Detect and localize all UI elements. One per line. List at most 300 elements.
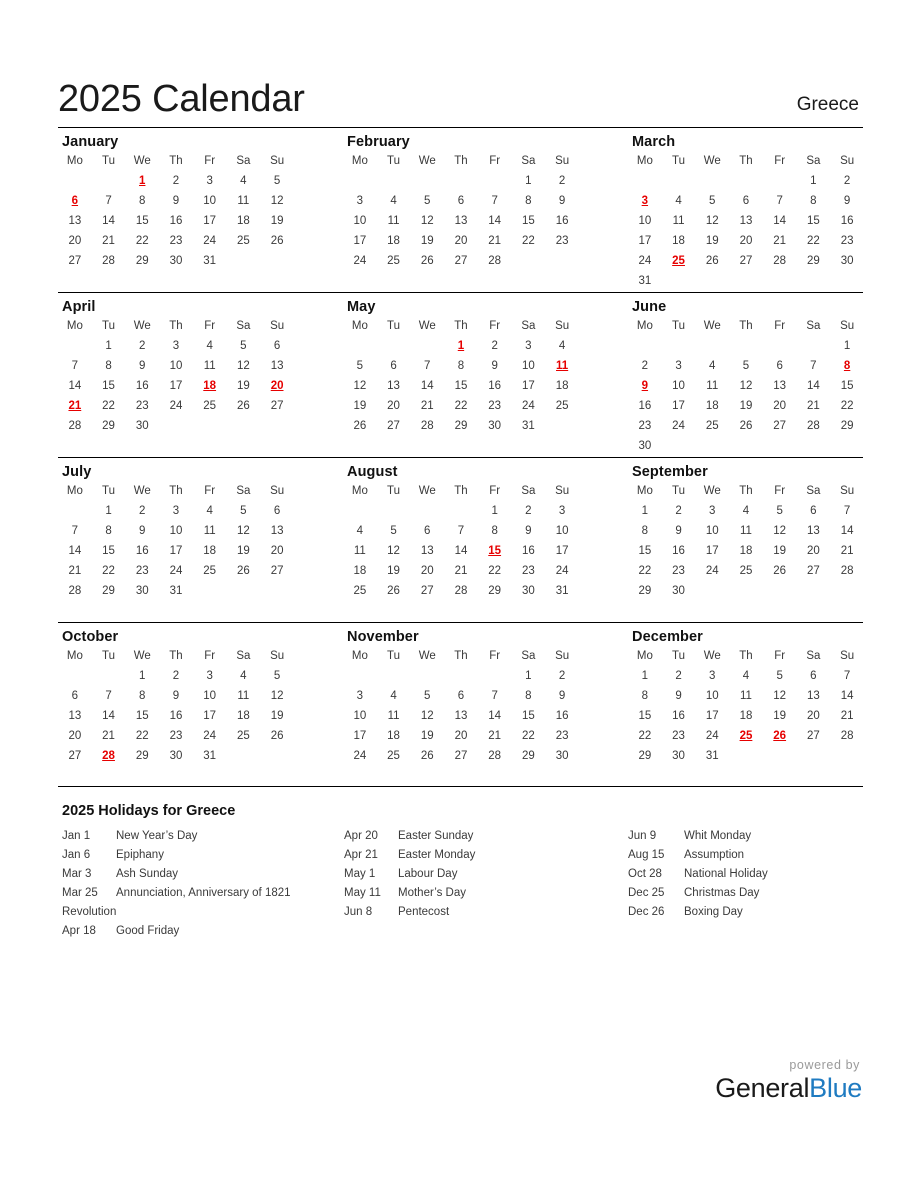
month-row	[58, 457, 863, 622]
day-cell: 9	[843, 195, 851, 207]
day-cell: 21	[420, 400, 434, 412]
day-cell: 24	[353, 750, 367, 762]
holiday-name: New Year’s Day	[116, 830, 198, 842]
weekday-header: Mo	[351, 650, 368, 662]
day-cell: 11	[203, 360, 216, 372]
day-cell-empty	[260, 746, 294, 766]
week-row	[628, 746, 864, 766]
weekday-header: Tu	[102, 320, 116, 332]
day-cell-holiday: 26	[773, 730, 787, 742]
weekday-header: Sa	[236, 320, 251, 332]
day-cell: 5	[390, 525, 397, 537]
day-cell: 26	[236, 565, 250, 577]
day-cell: 27	[270, 400, 284, 412]
week-row	[343, 521, 579, 541]
holiday-name: Annunciation, Anniversary of 1821	[116, 887, 291, 899]
day-cell-empty	[763, 746, 797, 766]
day-cell: 4	[675, 195, 682, 207]
week-row	[628, 501, 864, 521]
day-cell: 3	[558, 505, 566, 517]
day-cell-empty	[797, 746, 831, 766]
day-cell: 4	[240, 175, 247, 187]
day-cell: 11	[739, 690, 752, 702]
holiday-list-item	[622, 903, 862, 922]
day-cell: 17	[555, 545, 569, 557]
day-cell: 13	[806, 525, 820, 537]
day-cell: 22	[454, 400, 468, 412]
day-cell: 16	[672, 710, 685, 722]
day-cell: 4	[240, 670, 247, 682]
day-cell-empty	[227, 581, 261, 601]
day-cell-empty	[193, 416, 227, 436]
week-row	[628, 521, 864, 541]
day-cell: 31	[705, 750, 719, 762]
weekday-header: Sa	[521, 485, 536, 497]
weekday-header: Th	[454, 155, 468, 167]
day-cell: 17	[705, 545, 719, 557]
day-cell: 12	[387, 545, 400, 557]
day-cell: 1	[810, 175, 817, 187]
day-cell: 20	[68, 730, 82, 742]
day-cell: 28	[68, 420, 82, 432]
day-cell: 5	[424, 195, 431, 207]
day-cell: 9	[139, 360, 146, 372]
day-cell: 20	[454, 235, 468, 247]
day-cell: 7	[491, 690, 498, 702]
day-cell: 3	[709, 505, 716, 517]
day-cell: 17	[353, 730, 367, 742]
day-cell: 8	[525, 195, 532, 207]
weekday-header: We	[418, 320, 436, 332]
holiday-name: Pentecost	[398, 906, 450, 918]
day-cell: 30	[135, 420, 149, 432]
holiday-name	[116, 903, 340, 922]
day-cell-holiday: 3	[641, 195, 649, 207]
day-cell: 22	[102, 565, 115, 577]
weekday-header: We	[418, 650, 436, 662]
weekday-header: Tu	[672, 485, 686, 497]
day-cell: 19	[773, 710, 787, 722]
day-cell: 4	[742, 670, 750, 682]
day-cell: 12	[773, 525, 787, 537]
day-cell: 17	[353, 235, 367, 247]
day-cell: 29	[521, 750, 535, 762]
day-cell: 21	[68, 565, 82, 577]
day-cell: 29	[102, 420, 115, 432]
holiday-name: Mother’s Day	[398, 887, 466, 899]
day-cell-empty	[830, 581, 864, 601]
day-cell: 19	[773, 545, 787, 557]
day-cell: 9	[491, 360, 498, 372]
day-cell-empty	[729, 436, 763, 456]
day-cell-holiday: 9	[641, 380, 649, 392]
month-block-january	[58, 128, 343, 292]
day-cell: 8	[105, 360, 112, 372]
day-cell: 19	[387, 565, 400, 577]
day-cell: 22	[521, 730, 535, 742]
holiday-name: Ash Sunday	[116, 868, 179, 880]
month-table	[58, 484, 294, 601]
week-row	[58, 746, 294, 766]
day-cell: 1	[105, 505, 112, 517]
weekday-header: Tu	[102, 650, 116, 662]
day-cell: 24	[353, 255, 367, 267]
day-cell: 28	[420, 420, 434, 432]
day-cell: 18	[555, 380, 569, 392]
day-cell: 29	[454, 420, 468, 432]
weekday-header: Fr	[204, 650, 216, 662]
day-cell: 12	[270, 195, 284, 207]
day-cell-holiday: 18	[203, 380, 217, 392]
day-cell-empty	[377, 336, 411, 356]
day-cell-holiday: 25	[672, 255, 685, 267]
day-cell: 16	[135, 545, 149, 557]
holiday-date: May 11	[344, 887, 381, 899]
day-cell: 9	[675, 525, 682, 537]
weekday-header: Mo	[636, 320, 653, 332]
holiday-list-item	[340, 827, 622, 846]
day-cell: 22	[638, 730, 652, 742]
week-row	[628, 666, 864, 686]
day-cell: 22	[638, 565, 652, 577]
month-block-september	[628, 458, 863, 622]
week-row	[58, 416, 294, 436]
day-cell: 10	[353, 215, 367, 227]
day-cell: 18	[672, 235, 685, 247]
day-cell: 21	[102, 235, 115, 247]
weekday-header: We	[133, 485, 151, 497]
day-cell: 4	[709, 360, 716, 372]
day-cell-holiday: 21	[68, 400, 82, 412]
day-cell: 25	[353, 585, 367, 597]
day-cell-empty	[628, 336, 662, 356]
day-cell: 29	[806, 255, 820, 267]
day-cell: 17	[169, 545, 183, 557]
day-cell: 20	[739, 235, 753, 247]
day-cell: 5	[742, 360, 750, 372]
day-cell: 30	[169, 255, 183, 267]
holiday-date: May 1	[344, 868, 376, 880]
day-cell: 29	[102, 585, 115, 597]
day-cell-empty	[695, 171, 729, 191]
day-cell: 14	[840, 690, 854, 702]
day-cell: 13	[773, 380, 787, 392]
day-cell-holiday: 6	[71, 195, 79, 207]
weekday-header: We	[418, 155, 436, 167]
day-cell: 11	[203, 525, 216, 537]
day-cell: 20	[387, 400, 400, 412]
week-row	[628, 436, 864, 456]
weekday-header: Mo	[351, 320, 368, 332]
day-cell-empty	[797, 336, 831, 356]
day-cell: 23	[488, 400, 502, 412]
day-cell-empty	[729, 581, 763, 601]
month-block-august	[343, 458, 628, 622]
week-row	[343, 376, 579, 396]
day-cell: 29	[135, 750, 149, 762]
day-cell: 17	[672, 400, 685, 412]
weekday-header: Tu	[672, 155, 686, 167]
day-cell-holiday: 20	[270, 380, 284, 392]
weekday-header-row	[58, 484, 294, 501]
weekday-header-row	[343, 649, 579, 666]
day-cell: 20	[454, 730, 468, 742]
month-name: July	[62, 464, 92, 480]
weekday-header: Fr	[489, 650, 501, 662]
day-cell: 14	[840, 525, 854, 537]
day-cell: 9	[558, 690, 566, 702]
weekday-header: Sa	[236, 650, 251, 662]
day-cell: 10	[203, 195, 217, 207]
day-cell: 27	[270, 565, 284, 577]
day-cell: 26	[705, 255, 719, 267]
day-cell: 13	[270, 525, 284, 537]
day-cell-empty	[797, 271, 831, 291]
day-cell: 22	[488, 565, 502, 577]
day-cell: 24	[169, 565, 183, 577]
week-row	[628, 726, 864, 746]
week-row	[58, 501, 294, 521]
day-cell: 24	[169, 400, 183, 412]
month-row	[58, 622, 863, 787]
day-cell-empty	[260, 251, 294, 271]
day-cell: 19	[420, 235, 434, 247]
months-grid	[58, 127, 863, 787]
day-cell: 6	[390, 360, 397, 372]
holiday-date: Jan 1	[62, 830, 91, 842]
day-cell: 27	[387, 420, 400, 432]
day-cell: 21	[102, 730, 115, 742]
holiday-name: Epiphany	[116, 849, 164, 861]
holiday-list-item	[622, 865, 862, 884]
day-cell: 5	[240, 340, 247, 352]
day-cell: 22	[135, 235, 149, 247]
day-cell: 19	[353, 400, 367, 412]
weekday-header: We	[133, 320, 151, 332]
month-block-november	[343, 623, 628, 786]
day-cell: 12	[353, 380, 367, 392]
month-name: December	[632, 629, 703, 645]
day-cell-empty	[763, 581, 797, 601]
day-cell: 23	[672, 565, 685, 577]
day-cell-empty	[227, 416, 261, 436]
day-cell: 14	[68, 545, 82, 557]
weekday-header: Su	[270, 485, 285, 497]
weekday-header: Fr	[774, 320, 786, 332]
day-cell: 4	[390, 690, 397, 702]
weekday-header: Tu	[387, 320, 401, 332]
day-cell-holiday: 8	[843, 360, 851, 372]
day-cell: 21	[773, 235, 787, 247]
week-row	[343, 581, 579, 601]
day-cell: 8	[491, 525, 498, 537]
day-cell: 24	[521, 400, 535, 412]
holiday-name: Easter Sunday	[398, 830, 474, 842]
weekday-header: Mo	[66, 320, 83, 332]
weekday-header: Th	[169, 320, 183, 332]
day-cell: 14	[68, 380, 82, 392]
day-cell: 15	[521, 215, 535, 227]
day-cell: 15	[135, 710, 149, 722]
day-cell: 13	[387, 380, 400, 392]
day-cell: 28	[68, 585, 82, 597]
day-cell: 10	[555, 525, 569, 537]
weekday-header: Sa	[236, 485, 251, 497]
day-cell: 16	[555, 215, 569, 227]
day-cell: 16	[169, 710, 183, 722]
day-cell: 6	[457, 195, 465, 207]
holiday-name: Easter Monday	[398, 849, 476, 861]
week-row	[628, 581, 864, 601]
holiday-date: Revolution	[62, 906, 117, 918]
holiday-date: Mar 3	[62, 868, 92, 880]
weekday-header-row	[343, 319, 579, 336]
holiday-date: Jun 9	[628, 830, 657, 842]
day-cell: 27	[454, 255, 468, 267]
weekday-header: Fr	[204, 155, 216, 167]
weekday-header: Th	[739, 155, 753, 167]
day-cell: 30	[638, 440, 652, 452]
week-row	[58, 251, 294, 271]
day-cell: 31	[638, 275, 652, 287]
day-cell: 29	[638, 750, 652, 762]
weekday-header: Fr	[204, 320, 216, 332]
day-cell-empty	[729, 336, 763, 356]
day-cell: 23	[169, 235, 183, 247]
day-cell: 25	[387, 255, 400, 267]
day-cell: 19	[236, 380, 250, 392]
day-cell: 7	[71, 360, 79, 372]
weekday-header-row	[628, 154, 864, 171]
week-row	[343, 746, 579, 766]
day-cell: 16	[488, 380, 502, 392]
day-cell: 8	[810, 195, 817, 207]
day-cell: 1	[641, 670, 649, 682]
weekday-header: We	[133, 650, 151, 662]
day-cell: 11	[387, 710, 400, 722]
holiday-list-item	[340, 903, 622, 922]
week-row	[628, 211, 864, 231]
week-row	[58, 231, 294, 251]
month-block-may	[343, 293, 628, 457]
weekday-header: Tu	[387, 485, 401, 497]
day-cell: 22	[521, 235, 535, 247]
day-cell: 18	[739, 710, 753, 722]
day-cell-empty	[512, 251, 546, 271]
week-row	[58, 561, 294, 581]
weekday-header: Tu	[672, 320, 686, 332]
day-cell: 13	[454, 215, 468, 227]
week-row	[343, 171, 579, 191]
weekday-header: Mo	[636, 650, 653, 662]
day-cell: 2	[491, 340, 498, 352]
month-table	[343, 484, 579, 601]
weekday-header: Fr	[774, 155, 786, 167]
day-cell-holiday: 15	[488, 545, 502, 557]
brand-name	[715, 1073, 862, 1104]
holiday-column	[340, 827, 622, 941]
week-row	[343, 336, 579, 356]
day-cell: 27	[454, 750, 468, 762]
day-cell-empty	[227, 746, 261, 766]
day-cell-empty	[797, 581, 831, 601]
holiday-list-item	[340, 846, 622, 865]
day-cell: 14	[806, 380, 820, 392]
weekday-header: Tu	[102, 485, 116, 497]
day-cell: 12	[236, 360, 250, 372]
day-cell: 8	[105, 525, 112, 537]
weekday-header-row	[58, 319, 294, 336]
holiday-date: Apr 18	[62, 925, 96, 937]
day-cell: 2	[139, 340, 146, 352]
day-cell: 15	[840, 380, 854, 392]
day-cell-empty	[260, 581, 294, 601]
weekday-header: Th	[454, 320, 468, 332]
day-cell: 3	[172, 505, 180, 517]
day-cell: 30	[169, 750, 183, 762]
day-cell: 2	[675, 505, 682, 517]
day-cell-empty	[444, 666, 478, 686]
day-cell: 15	[135, 215, 149, 227]
day-cell-empty	[377, 501, 411, 521]
day-cell: 12	[420, 710, 434, 722]
month-table	[343, 649, 579, 766]
day-cell: 10	[169, 360, 183, 372]
day-cell: 15	[638, 545, 652, 557]
weekday-header: Su	[555, 155, 570, 167]
weekday-header: Sa	[521, 650, 536, 662]
day-cell: 28	[773, 255, 787, 267]
day-cell: 30	[135, 585, 149, 597]
weekday-header: We	[418, 485, 436, 497]
day-cell: 24	[672, 420, 685, 432]
day-cell: 17	[203, 710, 217, 722]
month-block-april	[58, 293, 343, 457]
weekday-header: Mo	[351, 155, 368, 167]
day-cell: 22	[135, 730, 149, 742]
day-cell: 25	[705, 420, 719, 432]
month-block-october	[58, 623, 343, 786]
day-cell: 23	[555, 730, 569, 742]
holidays-columns	[58, 827, 863, 941]
day-cell: 12	[270, 690, 284, 702]
day-cell: 4	[390, 195, 397, 207]
weekday-header: Su	[840, 485, 855, 497]
day-cell: 20	[773, 400, 787, 412]
day-cell: 7	[105, 195, 112, 207]
weekday-header: Th	[169, 650, 183, 662]
day-cell: 4	[558, 340, 566, 352]
day-cell: 26	[420, 750, 434, 762]
day-cell-empty	[343, 336, 377, 356]
day-cell: 26	[236, 400, 250, 412]
day-cell: 1	[105, 340, 112, 352]
day-cell: 6	[457, 690, 465, 702]
holiday-name: Whit Monday	[684, 830, 752, 842]
day-cell: 6	[776, 360, 783, 372]
day-cell: 29	[488, 585, 502, 597]
day-cell: 23	[521, 565, 535, 577]
month-name: June	[632, 299, 667, 315]
week-row	[343, 396, 579, 416]
month-name: May	[347, 299, 376, 315]
day-cell-empty	[763, 271, 797, 291]
day-cell: 27	[739, 255, 753, 267]
week-row	[58, 541, 294, 561]
holiday-date: Dec 26	[628, 906, 665, 918]
day-cell-empty	[444, 501, 478, 521]
weekday-header: Su	[555, 485, 570, 497]
